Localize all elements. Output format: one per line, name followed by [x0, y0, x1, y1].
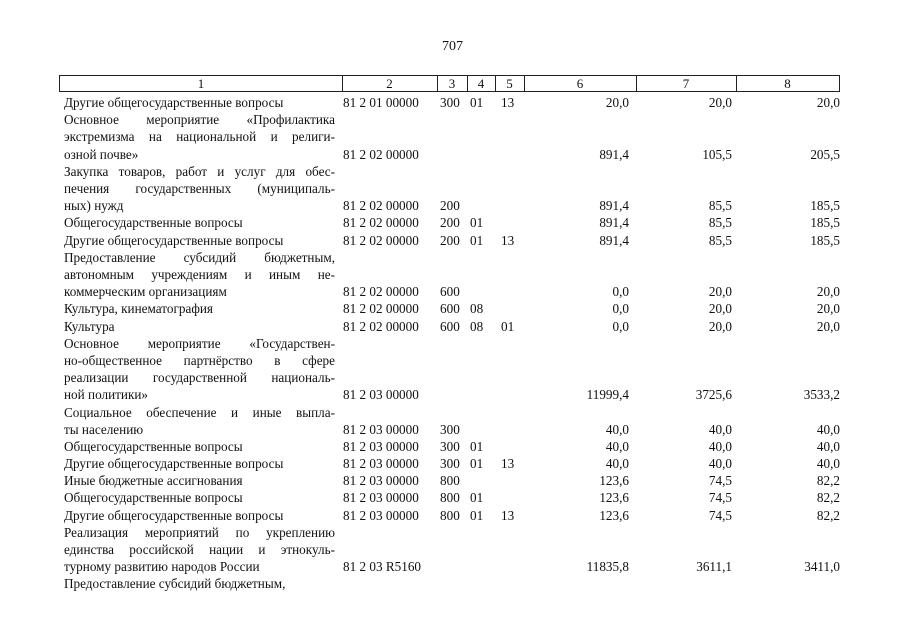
row-amount-col6: 20,0	[605, 95, 629, 110]
row-name-line: Другие общегосударственные вопросы	[64, 232, 284, 248]
row-name	[64, 94, 335, 111]
table-row	[0, 111, 905, 163]
row-name	[64, 300, 335, 317]
row-amount-col8: 20,0	[816, 301, 840, 317]
row-code: 81 2 02 00000	[343, 198, 419, 214]
row-amount-col8: 40,0	[816, 456, 840, 472]
row-name	[64, 214, 335, 231]
row-name-line: Другие общегосударственные вопросы	[64, 95, 284, 110]
row-name	[64, 163, 335, 215]
row-amount-col6: 11835,8	[586, 559, 629, 575]
row-name-line: Предоставление субсидий бюджетным,	[64, 249, 335, 265]
row-section: 01	[470, 490, 484, 506]
row-name-line: печения государственных (муниципаль-	[64, 180, 335, 196]
row-section: 01	[470, 438, 484, 454]
header-col-2: 2	[386, 76, 393, 91]
row-section: 01	[470, 232, 484, 248]
row-amount-col6: 0,0	[612, 284, 629, 300]
row-amount-col6: 123,6	[599, 490, 629, 506]
row-code: 81 2 03 00000	[343, 387, 419, 403]
row-expense-type: 800	[440, 490, 460, 506]
row-code: 81 2 03 00000	[343, 438, 419, 454]
row-name	[64, 404, 335, 438]
row-amount-col7: 3611,1	[696, 559, 732, 575]
row-amount-col7: 20,0	[708, 318, 732, 334]
row-name	[64, 318, 335, 335]
row-code: 81 2 02 00000	[343, 232, 419, 248]
row-code: 81 2 02 00000	[343, 146, 419, 162]
row-expense-type: 600	[440, 284, 460, 300]
row-expense-type: 200	[440, 232, 460, 248]
row-section: 08	[470, 318, 484, 334]
table-header	[59, 75, 840, 92]
row-amount-col8: 185,5	[810, 198, 840, 214]
row-code: 81 2 03 00000	[343, 507, 419, 523]
row-section: 01	[470, 507, 484, 523]
row-name-line: Культура	[64, 318, 115, 334]
header-col-5: 5	[506, 76, 513, 91]
row-amount-col7: 20,0	[708, 301, 732, 317]
row-amount-col7: 74,5	[708, 507, 732, 523]
row-name-line: реализации государственной националь-	[64, 370, 335, 386]
row-amount-col6: 123,6	[599, 507, 629, 523]
row-code: 81 2 03 R5160	[343, 559, 422, 575]
row-section: 01	[470, 215, 484, 231]
row-code: 81 2 03 00000	[343, 456, 419, 472]
row-code: 81 2 01 00000	[343, 95, 419, 110]
row-name	[64, 507, 335, 524]
row-amount-col7: 3725,6	[695, 387, 732, 403]
row-subsection: 13	[501, 95, 515, 110]
row-code: 81 2 03 00000	[343, 473, 419, 489]
row-name	[64, 335, 335, 404]
row-amount-col8: 20,0	[816, 318, 840, 334]
row-amount-col6: 891,4	[599, 198, 629, 214]
row-amount-col7: 105,5	[702, 146, 732, 162]
row-name-line: Закупка товаров, работ и услуг для обес-	[64, 163, 335, 179]
row-name-line: Общегосударственные вопросы	[64, 215, 243, 231]
row-expense-type: 200	[440, 198, 460, 214]
table-row	[0, 232, 905, 249]
row-amount-col8: 185,5	[810, 232, 840, 248]
row-amount-col6: 123,6	[599, 473, 629, 489]
row-name	[64, 575, 335, 592]
row-code: 81 2 02 00000	[343, 301, 419, 317]
row-amount-col7: 20,0	[708, 95, 732, 110]
row-section: 01	[470, 456, 484, 472]
table-row	[0, 472, 905, 489]
row-name-line: Другие общегосударственные вопросы	[64, 456, 284, 472]
row-amount-col8: 40,0	[816, 438, 840, 454]
row-subsection: 01	[501, 318, 515, 334]
row-amount-col7: 74,5	[708, 490, 732, 506]
table-row	[0, 300, 905, 317]
row-amount-col6: 40,0	[605, 421, 629, 437]
row-name	[64, 524, 335, 576]
row-expense-type: 600	[440, 301, 460, 317]
row-name-line: Общегосударственные вопросы	[64, 490, 243, 506]
row-name	[64, 111, 335, 163]
row-amount-col8: 205,5	[810, 146, 840, 162]
row-amount-col8: 82,2	[816, 473, 840, 489]
row-amount-col6: 40,0	[605, 438, 629, 454]
table-row	[0, 575, 905, 592]
table-row	[0, 94, 905, 111]
row-name	[64, 489, 335, 506]
row-name-line: озной почве»	[64, 146, 139, 162]
row-code: 81 2 02 00000	[343, 215, 419, 231]
row-expense-type: 300	[440, 456, 460, 472]
page-number: 707	[442, 39, 463, 54]
row-amount-col8: 20,0	[816, 95, 840, 110]
table-row	[0, 507, 905, 524]
row-code: 81 2 03 00000	[343, 490, 419, 506]
table-row	[0, 318, 905, 335]
table-row	[0, 249, 905, 301]
row-amount-col7: 20,0	[708, 284, 732, 300]
row-name-line: коммерческим организациям	[64, 284, 227, 300]
row-name	[64, 472, 335, 489]
row-name	[64, 455, 335, 472]
row-amount-col6: 40,0	[605, 456, 629, 472]
row-amount-col6: 0,0	[612, 301, 629, 317]
header-col-4: 4	[477, 76, 485, 91]
row-name-line: ных) нужд	[64, 198, 124, 214]
header-col-1: 1	[197, 76, 205, 91]
row-name-line: Другие общегосударственные вопросы	[64, 507, 284, 523]
header-col-7: 7	[682, 76, 690, 91]
row-name-line: но-общественное партнёрство в сфере	[64, 352, 335, 368]
row-amount-col6: 0,0	[612, 318, 629, 334]
header-col-6: 6	[576, 76, 584, 91]
row-amount-col6: 891,4	[599, 232, 629, 248]
row-amount-col8: 20,0	[816, 284, 840, 300]
row-code: 81 2 02 00000	[343, 284, 419, 300]
row-name	[64, 438, 335, 455]
row-amount-col8: 82,2	[816, 490, 840, 506]
row-expense-type: 200	[440, 215, 460, 231]
table-row	[0, 455, 905, 472]
row-name-line: Иные бюджетные ассигнования	[64, 473, 243, 489]
row-name-line: Основное мероприятие «Профилактика	[64, 112, 335, 128]
row-name-line: Основное мероприятие «Государствен-	[64, 335, 335, 351]
header-col-3: 3	[448, 76, 456, 91]
row-name	[64, 249, 335, 301]
row-amount-col8: 40,0	[816, 421, 840, 437]
row-expense-type: 800	[440, 507, 460, 523]
row-name-line: турному развитию народов России	[64, 559, 260, 575]
row-subsection: 13	[501, 456, 515, 472]
row-amount-col6: 11999,4	[586, 387, 629, 403]
row-name-line: ты населению	[64, 421, 144, 437]
row-name-line: ной политики»	[64, 387, 148, 403]
row-expense-type: 800	[440, 473, 460, 489]
header-col-8: 8	[784, 76, 791, 91]
row-expense-type: 600	[440, 318, 460, 334]
row-code: 81 2 02 00000	[343, 318, 419, 334]
row-name-line: Общегосударственные вопросы	[64, 438, 243, 454]
row-name-line: автономным учреждениям и иным не-	[64, 266, 335, 282]
row-name-line: Предоставление субсидий бюджетным,	[64, 576, 286, 592]
table-row	[0, 335, 905, 404]
row-amount-col7: 40,0	[708, 438, 732, 454]
table-row	[0, 214, 905, 231]
row-name	[64, 232, 335, 249]
row-subsection: 13	[501, 507, 515, 523]
row-subsection: 13	[501, 232, 515, 248]
row-amount-col7: 85,5	[708, 198, 732, 214]
row-expense-type: 300	[440, 421, 460, 437]
row-section: 08	[470, 301, 484, 317]
row-amount-col6: 891,4	[599, 215, 629, 231]
row-code: 81 2 03 00000	[343, 421, 419, 437]
row-name-line: единства российской нации и этнокуль-	[64, 542, 335, 558]
row-expense-type: 300	[440, 438, 460, 454]
table-row	[0, 438, 905, 455]
row-amount-col8: 3533,2	[803, 387, 840, 403]
row-name-line: Социальное обеспечение и иные выпла-	[64, 404, 335, 420]
table-row	[0, 163, 905, 215]
table-row	[0, 489, 905, 506]
row-section: 01	[470, 95, 484, 110]
row-name-line: Реализация мероприятий по укреплению	[64, 524, 335, 540]
row-name-line: экстремизма на национальной и религи-	[64, 129, 335, 145]
row-amount-col7: 85,5	[708, 232, 732, 248]
row-amount-col8: 3411,0	[804, 559, 840, 575]
row-amount-col7: 40,0	[708, 456, 732, 472]
row-expense-type: 300	[440, 95, 460, 110]
table-body	[0, 94, 905, 593]
row-amount-col8: 185,5	[810, 215, 840, 231]
table-row	[0, 524, 905, 576]
row-amount-col7: 85,5	[708, 215, 732, 231]
row-amount-col7: 74,5	[708, 473, 732, 489]
row-amount-col6: 891,4	[599, 146, 629, 162]
row-amount-col7: 40,0	[708, 421, 732, 437]
row-name-line: Культура, кинематография	[64, 301, 213, 317]
row-amount-col8: 82,2	[816, 507, 840, 523]
table-row	[0, 404, 905, 438]
